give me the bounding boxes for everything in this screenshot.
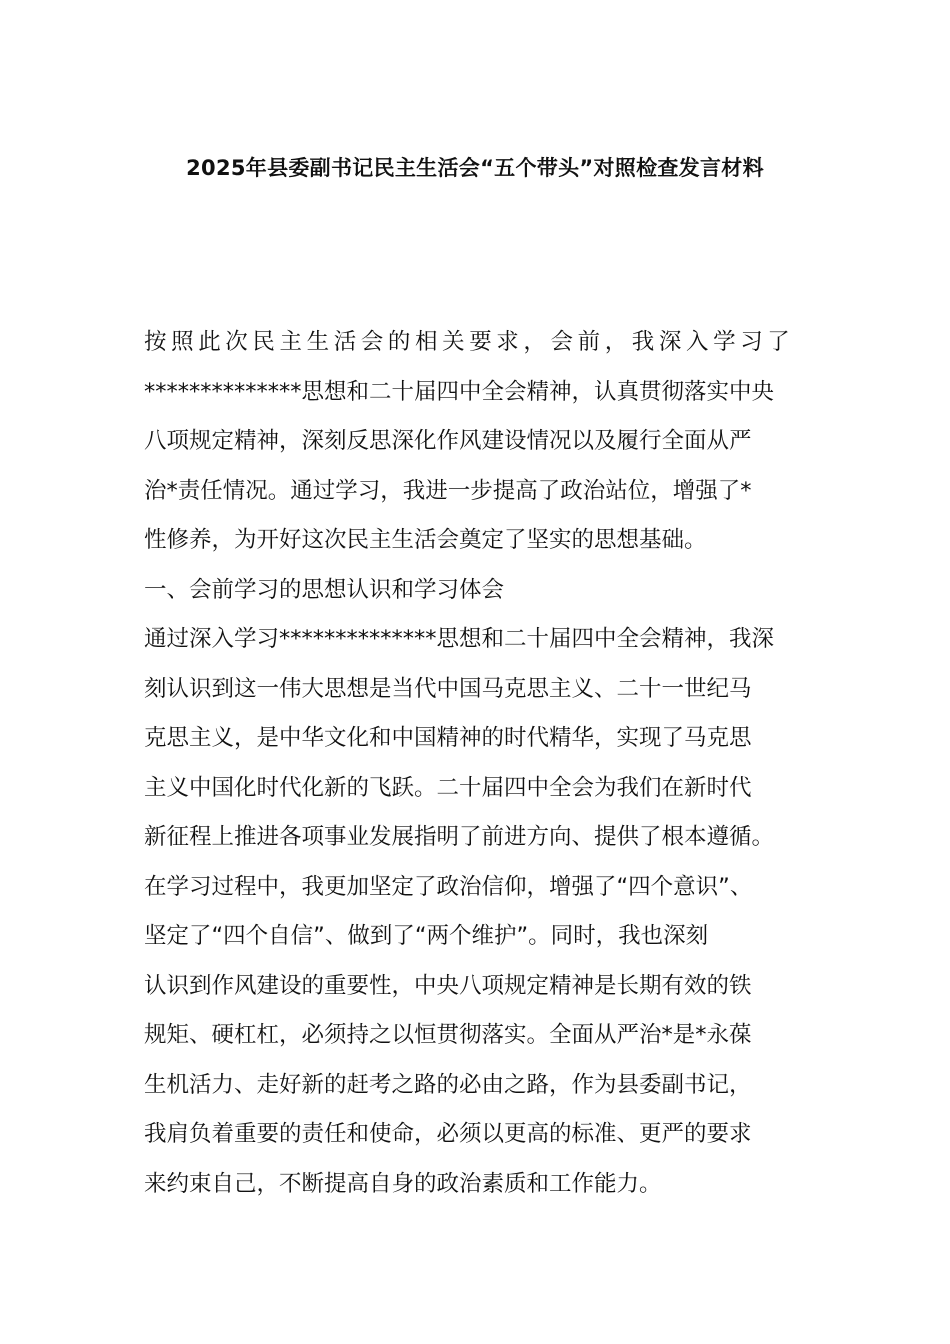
paragraph-line: 治*责任情况。通过学习，我进一步提高了政治站位，增强了*: [144, 477, 752, 504]
paragraph-line: 性修养，为开好这次民主生活会奠定了坚实的思想基础。: [144, 527, 707, 553]
paragraph-line: 认识到作风建设的重要性，中央八项规定精神是长期有效的铁: [144, 972, 752, 999]
paragraph-line: 生机活力、走好新的赶考之路的必由之路，作为县委副书记，: [144, 1071, 752, 1098]
paragraph-line: 主义中国化时代化新的飞跃。二十届四中全会为我们在新时代: [144, 774, 752, 801]
paragraph-line: 八项规定精神，深刻反思深化作风建设情况以及履行全面从严: [144, 428, 752, 454]
section-heading: 一、会前学习的思想认识和学习体会: [144, 576, 505, 603]
paragraph-line: 来约束自己，不断提高自身的政治素质和工作能力。: [144, 1170, 662, 1197]
paragraph-line: 坚定了“四个自信”、做到了“两个维护”。同时，我也深刻: [144, 923, 709, 949]
paragraph-line: 新征程上推进各项事业发展指明了前进方向、提供了根本遵循。: [144, 824, 775, 850]
paragraph-line: 规矩、硬杠杠，必须持之以恒贯彻落实。全面从严治*是*永葆: [144, 1022, 752, 1048]
paragraph-line: 在学习过程中，我更加坚定了政治信仰，增强了“四个意识”、: [144, 873, 753, 900]
document-title: 2025年县委副书记民主生活会“五个带头”对照检查发言材料: [186, 156, 764, 180]
paragraph-line: 通过深入学习**************思想和二十届四中全会精神，我深: [144, 626, 775, 652]
paragraph-line: 克思主义，是中华文化和中国精神的时代精华，实现了马克思: [144, 725, 752, 751]
paragraph-line: 按照此次民主生活会的相关要求，会前，我深入学习了: [144, 329, 795, 355]
paragraph-line: 我肩负着重要的责任和使命，必须以更高的标准、更严的要求: [144, 1121, 752, 1147]
document-body: [144, 318, 824, 1209]
paragraph-line: **************思想和二十届四中全会精神，认真贯彻落实中央: [144, 378, 775, 405]
paragraph-line: 刻认识到这一伟大思想是当代中国马克思主义、二十一世纪马: [144, 675, 752, 702]
